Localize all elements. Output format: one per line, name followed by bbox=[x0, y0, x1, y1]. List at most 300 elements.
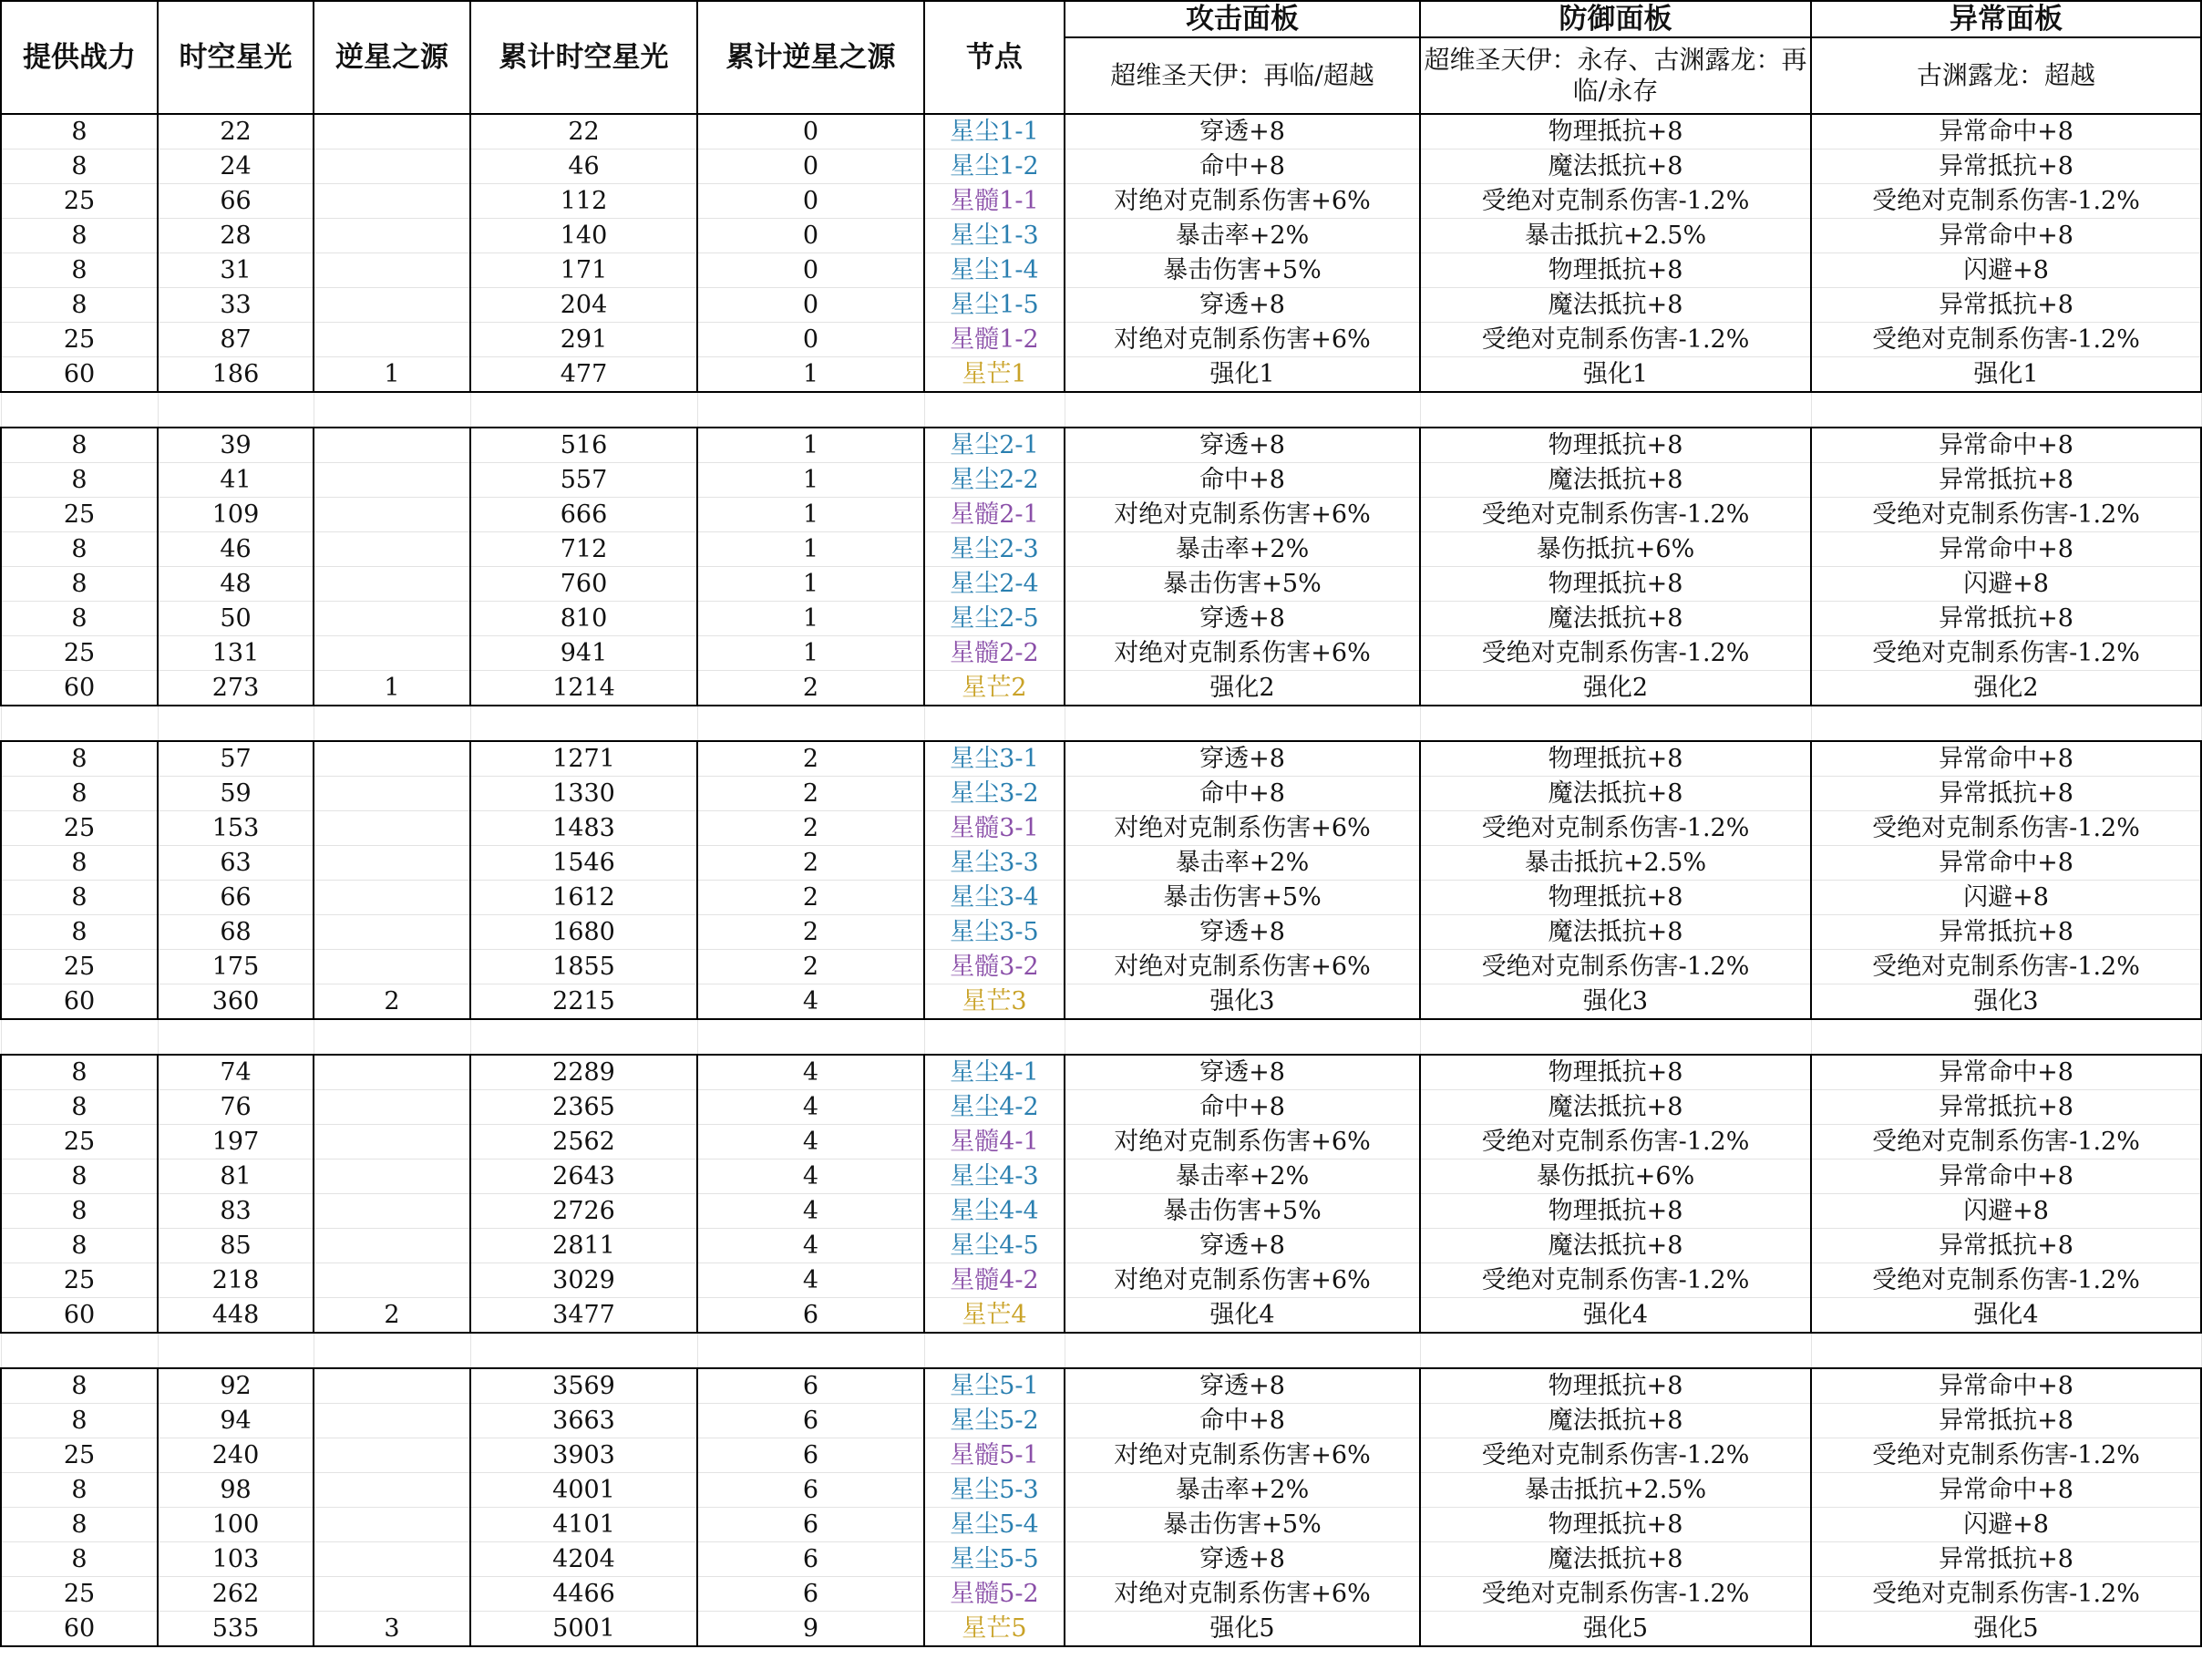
cell-starlight: 68 bbox=[158, 915, 314, 950]
cell-defense-bonus: 物理抵抗+8 bbox=[1420, 1508, 1811, 1542]
table-row bbox=[1, 1055, 2201, 1090]
cell-node: 星尘4-2 bbox=[924, 1090, 1065, 1125]
cell-cum-starlight: 557 bbox=[470, 463, 697, 498]
cell-attack-bonus: 暴击伤害+5% bbox=[1065, 881, 1420, 915]
empty-cell bbox=[1811, 392, 2201, 428]
cell-cum-source: 0 bbox=[697, 253, 924, 288]
cell-cum-starlight: 1680 bbox=[470, 915, 697, 950]
cell-defense-bonus: 魔法抵抗+8 bbox=[1420, 777, 1811, 811]
cell-abnormal-bonus: 强化3 bbox=[1811, 984, 2201, 1020]
cell-power: 8 bbox=[1, 1229, 158, 1263]
cell-power: 25 bbox=[1, 950, 158, 984]
cell-node: 星尘2-3 bbox=[924, 532, 1065, 567]
cell-cum-source: 2 bbox=[697, 881, 924, 915]
cell-node: 星尘1-1 bbox=[924, 114, 1065, 149]
cell-node: 星尘1-2 bbox=[924, 149, 1065, 184]
empty-cell bbox=[470, 392, 697, 428]
table-row bbox=[1, 1508, 2201, 1542]
empty-cell bbox=[924, 392, 1065, 428]
empty-cell bbox=[697, 1019, 924, 1055]
cell-power: 8 bbox=[1, 1090, 158, 1125]
cell-attack-bonus: 穿透+8 bbox=[1065, 602, 1420, 636]
cell-source bbox=[314, 636, 470, 671]
cell-abnormal-bonus: 异常命中+8 bbox=[1811, 219, 2201, 253]
cell-source bbox=[314, 881, 470, 915]
cell-cum-source: 2 bbox=[697, 777, 924, 811]
empty-cell bbox=[1420, 706, 1811, 741]
table-row bbox=[1, 636, 2201, 671]
empty-cell bbox=[158, 1333, 314, 1368]
empty-cell bbox=[1, 706, 158, 741]
table-row bbox=[1, 1194, 2201, 1229]
cell-defense-bonus: 暴伤抵抗+6% bbox=[1420, 532, 1811, 567]
cell-abnormal-bonus: 异常命中+8 bbox=[1811, 1473, 2201, 1508]
cell-cum-starlight: 1330 bbox=[470, 777, 697, 811]
cell-node: 星尘1-4 bbox=[924, 253, 1065, 288]
cell-attack-bonus: 穿透+8 bbox=[1065, 1368, 1420, 1404]
cell-cum-starlight: 3477 bbox=[470, 1298, 697, 1334]
cell-attack-bonus: 穿透+8 bbox=[1065, 741, 1420, 777]
cell-attack-bonus: 暴击率+2% bbox=[1065, 1160, 1420, 1194]
table-row bbox=[1, 114, 2201, 149]
cell-starlight: 22 bbox=[158, 114, 314, 149]
empty-cell bbox=[1, 1333, 158, 1368]
empty-cell bbox=[924, 1333, 1065, 1368]
table-row bbox=[1, 357, 2201, 393]
cell-power: 8 bbox=[1, 219, 158, 253]
col-header-node: 节点 bbox=[924, 1, 1065, 114]
empty-cell bbox=[1420, 1333, 1811, 1368]
cell-abnormal-bonus: 受绝对克制系伤害-1.2% bbox=[1811, 950, 2201, 984]
cell-power: 8 bbox=[1, 253, 158, 288]
cell-node: 星尘3-5 bbox=[924, 915, 1065, 950]
empty-cell bbox=[470, 1333, 697, 1368]
cell-cum-source: 6 bbox=[697, 1542, 924, 1577]
cell-power: 8 bbox=[1, 1194, 158, 1229]
empty-cell bbox=[1065, 1019, 1420, 1055]
cell-starlight: 48 bbox=[158, 567, 314, 602]
table-row bbox=[1, 602, 2201, 636]
cell-defense-bonus: 物理抵抗+8 bbox=[1420, 1055, 1811, 1090]
table-row bbox=[1, 498, 2201, 532]
cell-attack-bonus: 穿透+8 bbox=[1065, 1055, 1420, 1090]
cell-node: 星髓2-1 bbox=[924, 498, 1065, 532]
cell-starlight: 33 bbox=[158, 288, 314, 323]
cell-defense-bonus: 魔法抵抗+8 bbox=[1420, 149, 1811, 184]
cell-cum-starlight: 1855 bbox=[470, 950, 697, 984]
empty-cell bbox=[1811, 706, 2201, 741]
cell-cum-source: 6 bbox=[697, 1508, 924, 1542]
cell-cum-starlight: 2215 bbox=[470, 984, 697, 1020]
cell-power: 8 bbox=[1, 463, 158, 498]
cell-defense-bonus: 受绝对克制系伤害-1.2% bbox=[1420, 1125, 1811, 1160]
cell-defense-bonus: 物理抵抗+8 bbox=[1420, 567, 1811, 602]
cell-starlight: 218 bbox=[158, 1263, 314, 1298]
cell-cum-starlight: 171 bbox=[470, 253, 697, 288]
cell-attack-bonus: 暴击伤害+5% bbox=[1065, 1194, 1420, 1229]
cell-cum-source: 0 bbox=[697, 149, 924, 184]
col-header-power: 提供战力 bbox=[1, 1, 158, 114]
table-row bbox=[1, 671, 2201, 706]
cell-node: 星芒4 bbox=[924, 1298, 1065, 1334]
cell-starlight: 94 bbox=[158, 1404, 314, 1438]
empty-cell bbox=[697, 1333, 924, 1368]
cell-starlight: 41 bbox=[158, 463, 314, 498]
cell-source bbox=[314, 1194, 470, 1229]
table-row bbox=[1, 463, 2201, 498]
cell-source bbox=[314, 1508, 470, 1542]
cell-cum-source: 6 bbox=[697, 1473, 924, 1508]
cell-cum-starlight: 204 bbox=[470, 288, 697, 323]
cell-power: 8 bbox=[1, 846, 158, 881]
empty-cell bbox=[1811, 1333, 2201, 1368]
cell-defense-bonus: 物理抵抗+8 bbox=[1420, 881, 1811, 915]
cell-abnormal-bonus: 异常命中+8 bbox=[1811, 1368, 2201, 1404]
cell-attack-bonus: 强化2 bbox=[1065, 671, 1420, 706]
cell-power: 25 bbox=[1, 636, 158, 671]
cell-abnormal-bonus: 异常命中+8 bbox=[1811, 1055, 2201, 1090]
cell-node: 星髓4-1 bbox=[924, 1125, 1065, 1160]
cell-attack-bonus: 命中+8 bbox=[1065, 149, 1420, 184]
table-row bbox=[1, 1612, 2201, 1647]
cell-node: 星尘4-1 bbox=[924, 1055, 1065, 1090]
cell-abnormal-bonus: 闪避+8 bbox=[1811, 253, 2201, 288]
empty-cell bbox=[1, 1019, 158, 1055]
cell-source bbox=[314, 915, 470, 950]
cell-cum-source: 0 bbox=[697, 323, 924, 357]
cell-attack-bonus: 对绝对克制系伤害+6% bbox=[1065, 1263, 1420, 1298]
cell-cum-starlight: 712 bbox=[470, 532, 697, 567]
cell-starlight: 63 bbox=[158, 846, 314, 881]
table-row bbox=[1, 1438, 2201, 1473]
cell-defense-bonus: 强化5 bbox=[1420, 1612, 1811, 1647]
cell-cum-starlight: 2365 bbox=[470, 1090, 697, 1125]
cell-starlight: 50 bbox=[158, 602, 314, 636]
cell-attack-bonus: 穿透+8 bbox=[1065, 428, 1420, 463]
cell-attack-bonus: 穿透+8 bbox=[1065, 915, 1420, 950]
cell-abnormal-bonus: 异常抵抗+8 bbox=[1811, 777, 2201, 811]
cell-cum-starlight: 4101 bbox=[470, 1508, 697, 1542]
cell-source bbox=[314, 846, 470, 881]
cell-node: 星尘5-3 bbox=[924, 1473, 1065, 1508]
cell-cum-starlight: 112 bbox=[470, 184, 697, 219]
cell-starlight: 24 bbox=[158, 149, 314, 184]
table-row bbox=[1, 777, 2201, 811]
cell-source bbox=[314, 1125, 470, 1160]
cell-node: 星尘3-3 bbox=[924, 846, 1065, 881]
cell-defense-bonus: 强化2 bbox=[1420, 671, 1811, 706]
table-row bbox=[1, 915, 2201, 950]
cell-node: 星尘3-4 bbox=[924, 881, 1065, 915]
cell-power: 25 bbox=[1, 1125, 158, 1160]
cell-cum-starlight: 5001 bbox=[470, 1612, 697, 1647]
cell-cum-starlight: 666 bbox=[470, 498, 697, 532]
cell-cum-starlight: 2643 bbox=[470, 1160, 697, 1194]
empty-cell bbox=[697, 392, 924, 428]
cell-cum-source: 2 bbox=[697, 811, 924, 846]
col-header-attack-panel: 攻击面板 bbox=[1065, 1, 1420, 37]
cell-cum-starlight: 810 bbox=[470, 602, 697, 636]
cell-abnormal-bonus: 异常命中+8 bbox=[1811, 741, 2201, 777]
cell-defense-bonus: 受绝对克制系伤害-1.2% bbox=[1420, 950, 1811, 984]
cell-source: 2 bbox=[314, 984, 470, 1020]
empty-cell bbox=[924, 706, 1065, 741]
cell-node: 星髓1-1 bbox=[924, 184, 1065, 219]
cell-attack-bonus: 暴击率+2% bbox=[1065, 1473, 1420, 1508]
cell-cum-starlight: 4466 bbox=[470, 1577, 697, 1612]
cell-cum-source: 6 bbox=[697, 1438, 924, 1473]
cell-cum-starlight: 941 bbox=[470, 636, 697, 671]
cell-abnormal-bonus: 异常命中+8 bbox=[1811, 1160, 2201, 1194]
cell-abnormal-bonus: 受绝对克制系伤害-1.2% bbox=[1811, 811, 2201, 846]
cell-starlight: 186 bbox=[158, 357, 314, 393]
cell-source bbox=[314, 1542, 470, 1577]
cell-cum-starlight: 1546 bbox=[470, 846, 697, 881]
table-row bbox=[1, 1368, 2201, 1404]
table-row bbox=[1, 288, 2201, 323]
cell-source bbox=[314, 950, 470, 984]
cell-cum-starlight: 3569 bbox=[470, 1368, 697, 1404]
cell-cum-starlight: 3903 bbox=[470, 1438, 697, 1473]
cell-cum-starlight: 1214 bbox=[470, 671, 697, 706]
cell-defense-bonus: 物理抵抗+8 bbox=[1420, 1194, 1811, 1229]
cell-abnormal-bonus: 异常抵抗+8 bbox=[1811, 1542, 2201, 1577]
cell-starlight: 39 bbox=[158, 428, 314, 463]
cell-starlight: 175 bbox=[158, 950, 314, 984]
cell-source bbox=[314, 288, 470, 323]
cell-defense-bonus: 魔法抵抗+8 bbox=[1420, 602, 1811, 636]
cell-cum-source: 0 bbox=[697, 184, 924, 219]
cell-abnormal-bonus: 异常抵抗+8 bbox=[1811, 1404, 2201, 1438]
table-row bbox=[1, 741, 2201, 777]
cell-power: 25 bbox=[1, 498, 158, 532]
cell-power: 60 bbox=[1, 671, 158, 706]
cell-starlight: 131 bbox=[158, 636, 314, 671]
cell-cum-source: 1 bbox=[697, 636, 924, 671]
cell-node: 星髓5-2 bbox=[924, 1577, 1065, 1612]
cell-starlight: 273 bbox=[158, 671, 314, 706]
empty-cell bbox=[924, 1019, 1065, 1055]
cell-abnormal-bonus: 异常命中+8 bbox=[1811, 532, 2201, 567]
group-spacer-row bbox=[1, 1019, 2201, 1055]
cell-cum-source: 1 bbox=[697, 602, 924, 636]
cell-cum-source: 1 bbox=[697, 463, 924, 498]
cell-defense-bonus: 受绝对克制系伤害-1.2% bbox=[1420, 636, 1811, 671]
table-row bbox=[1, 149, 2201, 184]
cell-abnormal-bonus: 异常抵抗+8 bbox=[1811, 149, 2201, 184]
cell-defense-bonus: 受绝对克制系伤害-1.2% bbox=[1420, 1263, 1811, 1298]
cell-power: 25 bbox=[1, 1438, 158, 1473]
cell-node: 星尘5-5 bbox=[924, 1542, 1065, 1577]
cell-defense-bonus: 受绝对克制系伤害-1.2% bbox=[1420, 323, 1811, 357]
cell-power: 25 bbox=[1, 1263, 158, 1298]
cell-cum-starlight: 3663 bbox=[470, 1404, 697, 1438]
cell-abnormal-bonus: 受绝对克制系伤害-1.2% bbox=[1811, 1438, 2201, 1473]
cell-cum-source: 2 bbox=[697, 846, 924, 881]
cell-source bbox=[314, 463, 470, 498]
cell-node: 星尘4-4 bbox=[924, 1194, 1065, 1229]
col-header-source: 逆星之源 bbox=[314, 1, 470, 114]
cell-node: 星髓5-1 bbox=[924, 1438, 1065, 1473]
table-row bbox=[1, 1125, 2201, 1160]
cell-attack-bonus: 对绝对克制系伤害+6% bbox=[1065, 811, 1420, 846]
cell-source bbox=[314, 1473, 470, 1508]
cell-starlight: 92 bbox=[158, 1368, 314, 1404]
cell-abnormal-bonus: 受绝对克制系伤害-1.2% bbox=[1811, 184, 2201, 219]
cell-source bbox=[314, 253, 470, 288]
cell-abnormal-bonus: 异常命中+8 bbox=[1811, 846, 2201, 881]
cell-cum-starlight: 760 bbox=[470, 567, 697, 602]
cell-attack-bonus: 暴击伤害+5% bbox=[1065, 253, 1420, 288]
cell-power: 8 bbox=[1, 114, 158, 149]
cell-cum-source: 0 bbox=[697, 288, 924, 323]
cell-attack-bonus: 暴击伤害+5% bbox=[1065, 567, 1420, 602]
cell-source bbox=[314, 428, 470, 463]
empty-cell bbox=[1065, 1333, 1420, 1368]
cell-defense-bonus: 受绝对克制系伤害-1.2% bbox=[1420, 811, 1811, 846]
attack-panel-subtitle: 超维圣天伊：再临/超越 bbox=[1065, 37, 1420, 114]
cell-source bbox=[314, 1263, 470, 1298]
col-header-abnormal-panel: 异常面板 bbox=[1811, 1, 2201, 37]
cell-starlight: 103 bbox=[158, 1542, 314, 1577]
cell-cum-starlight: 516 bbox=[470, 428, 697, 463]
cell-power: 8 bbox=[1, 149, 158, 184]
cell-source bbox=[314, 1160, 470, 1194]
cell-abnormal-bonus: 受绝对克制系伤害-1.2% bbox=[1811, 1577, 2201, 1612]
cell-power: 8 bbox=[1, 602, 158, 636]
cell-attack-bonus: 穿透+8 bbox=[1065, 1542, 1420, 1577]
cell-defense-bonus: 暴击抵抗+2.5% bbox=[1420, 846, 1811, 881]
cell-attack-bonus: 对绝对克制系伤害+6% bbox=[1065, 636, 1420, 671]
cell-power: 25 bbox=[1, 323, 158, 357]
cell-starlight: 448 bbox=[158, 1298, 314, 1334]
cell-starlight: 535 bbox=[158, 1612, 314, 1647]
cell-node: 星尘2-4 bbox=[924, 567, 1065, 602]
cell-cum-source: 6 bbox=[697, 1404, 924, 1438]
cell-power: 25 bbox=[1, 1577, 158, 1612]
cell-source bbox=[314, 149, 470, 184]
cell-source bbox=[314, 741, 470, 777]
cell-defense-bonus: 魔法抵抗+8 bbox=[1420, 1542, 1811, 1577]
col-header-cum-starlight: 累计时空星光 bbox=[470, 1, 697, 114]
cell-abnormal-bonus: 闪避+8 bbox=[1811, 1194, 2201, 1229]
cell-attack-bonus: 命中+8 bbox=[1065, 1090, 1420, 1125]
cell-cum-source: 4 bbox=[697, 1055, 924, 1090]
cell-starlight: 28 bbox=[158, 219, 314, 253]
cell-abnormal-bonus: 强化2 bbox=[1811, 671, 2201, 706]
cell-starlight: 100 bbox=[158, 1508, 314, 1542]
cell-abnormal-bonus: 异常抵抗+8 bbox=[1811, 1090, 2201, 1125]
cell-cum-source: 2 bbox=[697, 915, 924, 950]
cell-abnormal-bonus: 异常抵抗+8 bbox=[1811, 463, 2201, 498]
cell-abnormal-bonus: 异常抵抗+8 bbox=[1811, 915, 2201, 950]
cell-cum-starlight: 2562 bbox=[470, 1125, 697, 1160]
cell-abnormal-bonus: 异常抵抗+8 bbox=[1811, 602, 2201, 636]
cell-source bbox=[314, 1577, 470, 1612]
cell-node: 星尘3-1 bbox=[924, 741, 1065, 777]
cell-starlight: 240 bbox=[158, 1438, 314, 1473]
cell-attack-bonus: 暴击率+2% bbox=[1065, 532, 1420, 567]
table-row bbox=[1, 1404, 2201, 1438]
cell-starlight: 83 bbox=[158, 1194, 314, 1229]
cell-cum-starlight: 1612 bbox=[470, 881, 697, 915]
table-row bbox=[1, 219, 2201, 253]
cell-defense-bonus: 物理抵抗+8 bbox=[1420, 428, 1811, 463]
cell-node: 星芒3 bbox=[924, 984, 1065, 1020]
cell-attack-bonus: 穿透+8 bbox=[1065, 114, 1420, 149]
cell-attack-bonus: 穿透+8 bbox=[1065, 1229, 1420, 1263]
cell-defense-bonus: 受绝对克制系伤害-1.2% bbox=[1420, 498, 1811, 532]
cell-cum-source: 2 bbox=[697, 950, 924, 984]
cell-source bbox=[314, 219, 470, 253]
cell-abnormal-bonus: 受绝对克制系伤害-1.2% bbox=[1811, 636, 2201, 671]
cell-cum-source: 2 bbox=[697, 671, 924, 706]
cell-power: 60 bbox=[1, 1298, 158, 1334]
cell-cum-starlight: 4001 bbox=[470, 1473, 697, 1508]
cell-starlight: 31 bbox=[158, 253, 314, 288]
cell-cum-source: 1 bbox=[697, 428, 924, 463]
empty-cell bbox=[1, 392, 158, 428]
cell-source bbox=[314, 498, 470, 532]
cell-defense-bonus: 物理抵抗+8 bbox=[1420, 741, 1811, 777]
table-body bbox=[1, 114, 2201, 1646]
cell-source: 1 bbox=[314, 357, 470, 393]
table-row bbox=[1, 532, 2201, 567]
cell-defense-bonus: 魔法抵抗+8 bbox=[1420, 1090, 1811, 1125]
cell-cum-source: 1 bbox=[697, 498, 924, 532]
cell-source bbox=[314, 1090, 470, 1125]
cell-node: 星髓2-2 bbox=[924, 636, 1065, 671]
cell-defense-bonus: 魔法抵抗+8 bbox=[1420, 1229, 1811, 1263]
cell-starlight: 85 bbox=[158, 1229, 314, 1263]
cell-node: 星尘5-1 bbox=[924, 1368, 1065, 1404]
cell-starlight: 153 bbox=[158, 811, 314, 846]
empty-cell bbox=[314, 1333, 470, 1368]
cell-cum-source: 0 bbox=[697, 219, 924, 253]
cell-abnormal-bonus: 受绝对克制系伤害-1.2% bbox=[1811, 1263, 2201, 1298]
cell-attack-bonus: 命中+8 bbox=[1065, 463, 1420, 498]
cell-source bbox=[314, 1404, 470, 1438]
cell-attack-bonus: 对绝对克制系伤害+6% bbox=[1065, 1125, 1420, 1160]
cell-defense-bonus: 物理抵抗+8 bbox=[1420, 253, 1811, 288]
cell-defense-bonus: 强化3 bbox=[1420, 984, 1811, 1020]
empty-cell bbox=[697, 706, 924, 741]
cell-node: 星髓3-2 bbox=[924, 950, 1065, 984]
cell-source bbox=[314, 811, 470, 846]
cell-source bbox=[314, 323, 470, 357]
cell-attack-bonus: 强化3 bbox=[1065, 984, 1420, 1020]
empty-cell bbox=[158, 392, 314, 428]
cell-power: 60 bbox=[1, 1612, 158, 1647]
cell-attack-bonus: 对绝对克制系伤害+6% bbox=[1065, 1438, 1420, 1473]
cell-starlight: 262 bbox=[158, 1577, 314, 1612]
cell-source bbox=[314, 567, 470, 602]
table-row bbox=[1, 1298, 2201, 1334]
cell-abnormal-bonus: 异常命中+8 bbox=[1811, 428, 2201, 463]
cell-abnormal-bonus: 异常抵抗+8 bbox=[1811, 1229, 2201, 1263]
cell-power: 60 bbox=[1, 357, 158, 393]
empty-cell bbox=[1811, 1019, 2201, 1055]
table-row bbox=[1, 1263, 2201, 1298]
cell-abnormal-bonus: 异常抵抗+8 bbox=[1811, 288, 2201, 323]
cell-defense-bonus: 暴击抵抗+2.5% bbox=[1420, 1473, 1811, 1508]
cell-node: 星尘2-5 bbox=[924, 602, 1065, 636]
cell-starlight: 98 bbox=[158, 1473, 314, 1508]
cell-starlight: 81 bbox=[158, 1160, 314, 1194]
table-row bbox=[1, 1229, 2201, 1263]
cell-power: 8 bbox=[1, 881, 158, 915]
cell-source bbox=[314, 1055, 470, 1090]
